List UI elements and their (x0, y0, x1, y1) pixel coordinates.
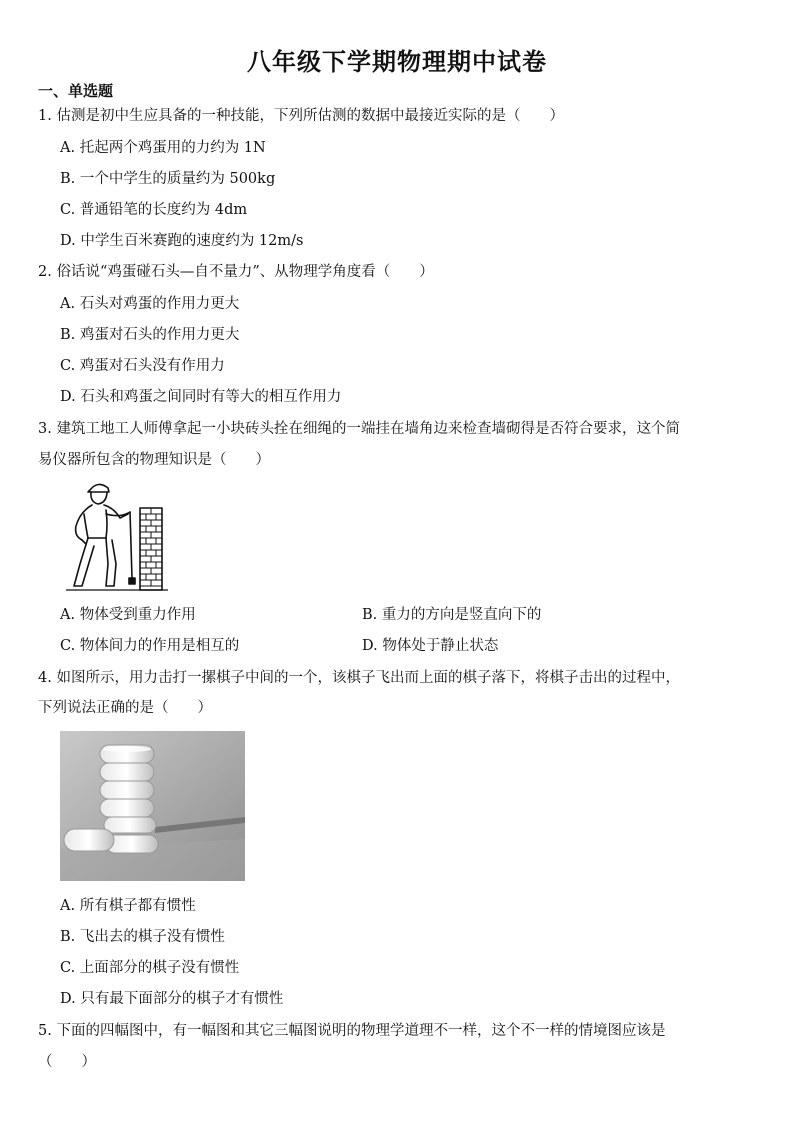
question-1-option-a: A. 托起两个鸡蛋用的力约为 1N (60, 140, 266, 156)
question-4-stem-line-2: 下列说法正确的是（ ） (38, 700, 212, 716)
question-4-option-c: C. 上面部分的棋子没有惯性 (60, 960, 240, 976)
question-5-stem-line-1: 5. 下面的四幅图中，有一幅图和其它三幅图说明的物理学道理不一样，这个不一样的情境图应该是 (38, 1023, 666, 1039)
question-4-option-a: A. 所有棋子都有惯性 (60, 898, 196, 914)
question-3-option-a: A. 物体受到重力作用 (60, 607, 196, 623)
question-4-option-b: B. 飞出去的棋子没有惯性 (60, 929, 225, 945)
worker-plumb-line-figure (62, 478, 172, 592)
question-2-option-a: A. 石头对鸡蛋的作用力更大 (60, 296, 240, 312)
question-3-stem-line-2: 易仪器所包含的物理知识是（ ） (38, 452, 270, 468)
question-2-option-b: B. 鸡蛋对石头的作用力更大 (60, 327, 240, 343)
question-2-stem: 2. 俗话说“鸡蛋碰石头—自不量力”、从物理学角度看（ ） (38, 264, 434, 280)
page-title: 八年级下学期物理期中试卷 (247, 48, 547, 76)
question-1-option-d: D. 中学生百米赛跑的速度约为 12m/s (60, 233, 304, 249)
question-1-stem: 1. 估测是初中生应具备的一种技能，下列所估测的数据中最接近实际的是（ ） (38, 108, 564, 124)
section-heading: 一、单选题 (38, 82, 114, 100)
question-1-option-b: B. 一个中学生的质量约为 500kg (60, 171, 276, 187)
question-1-option-c: C. 普通铅笔的长度约为 4dm (60, 202, 248, 218)
question-2-option-c: C. 鸡蛋对石头没有作用力 (60, 358, 225, 374)
chess-piece-stack-photo (60, 731, 245, 881)
question-4-option-d: D. 只有最下面部分的棋子才有惯性 (60, 991, 284, 1007)
question-2-option-d: D. 石头和鸡蛋之间同时有等大的相互作用力 (60, 389, 342, 405)
question-5-stem-line-2: （ ） (38, 1054, 96, 1070)
question-3-option-b: B. 重力的方向是竖直向下的 (362, 607, 542, 623)
question-3-option-c: C. 物体间力的作用是相互的 (60, 638, 240, 654)
question-3-stem-line-1: 3. 建筑工地工人师傅拿起一小块砖头拴在细绳的一端挂在墙角边来检查墙砌得是否符合要求，这个简 (38, 421, 680, 437)
question-4-stem-line-1: 4. 如图所示，用力击打一摞棋子中间的一个，该棋子飞出而上面的棋子落下，将棋子击出的过程中， (38, 670, 680, 686)
question-3-option-d: D. 物体处于静止状态 (362, 638, 499, 654)
